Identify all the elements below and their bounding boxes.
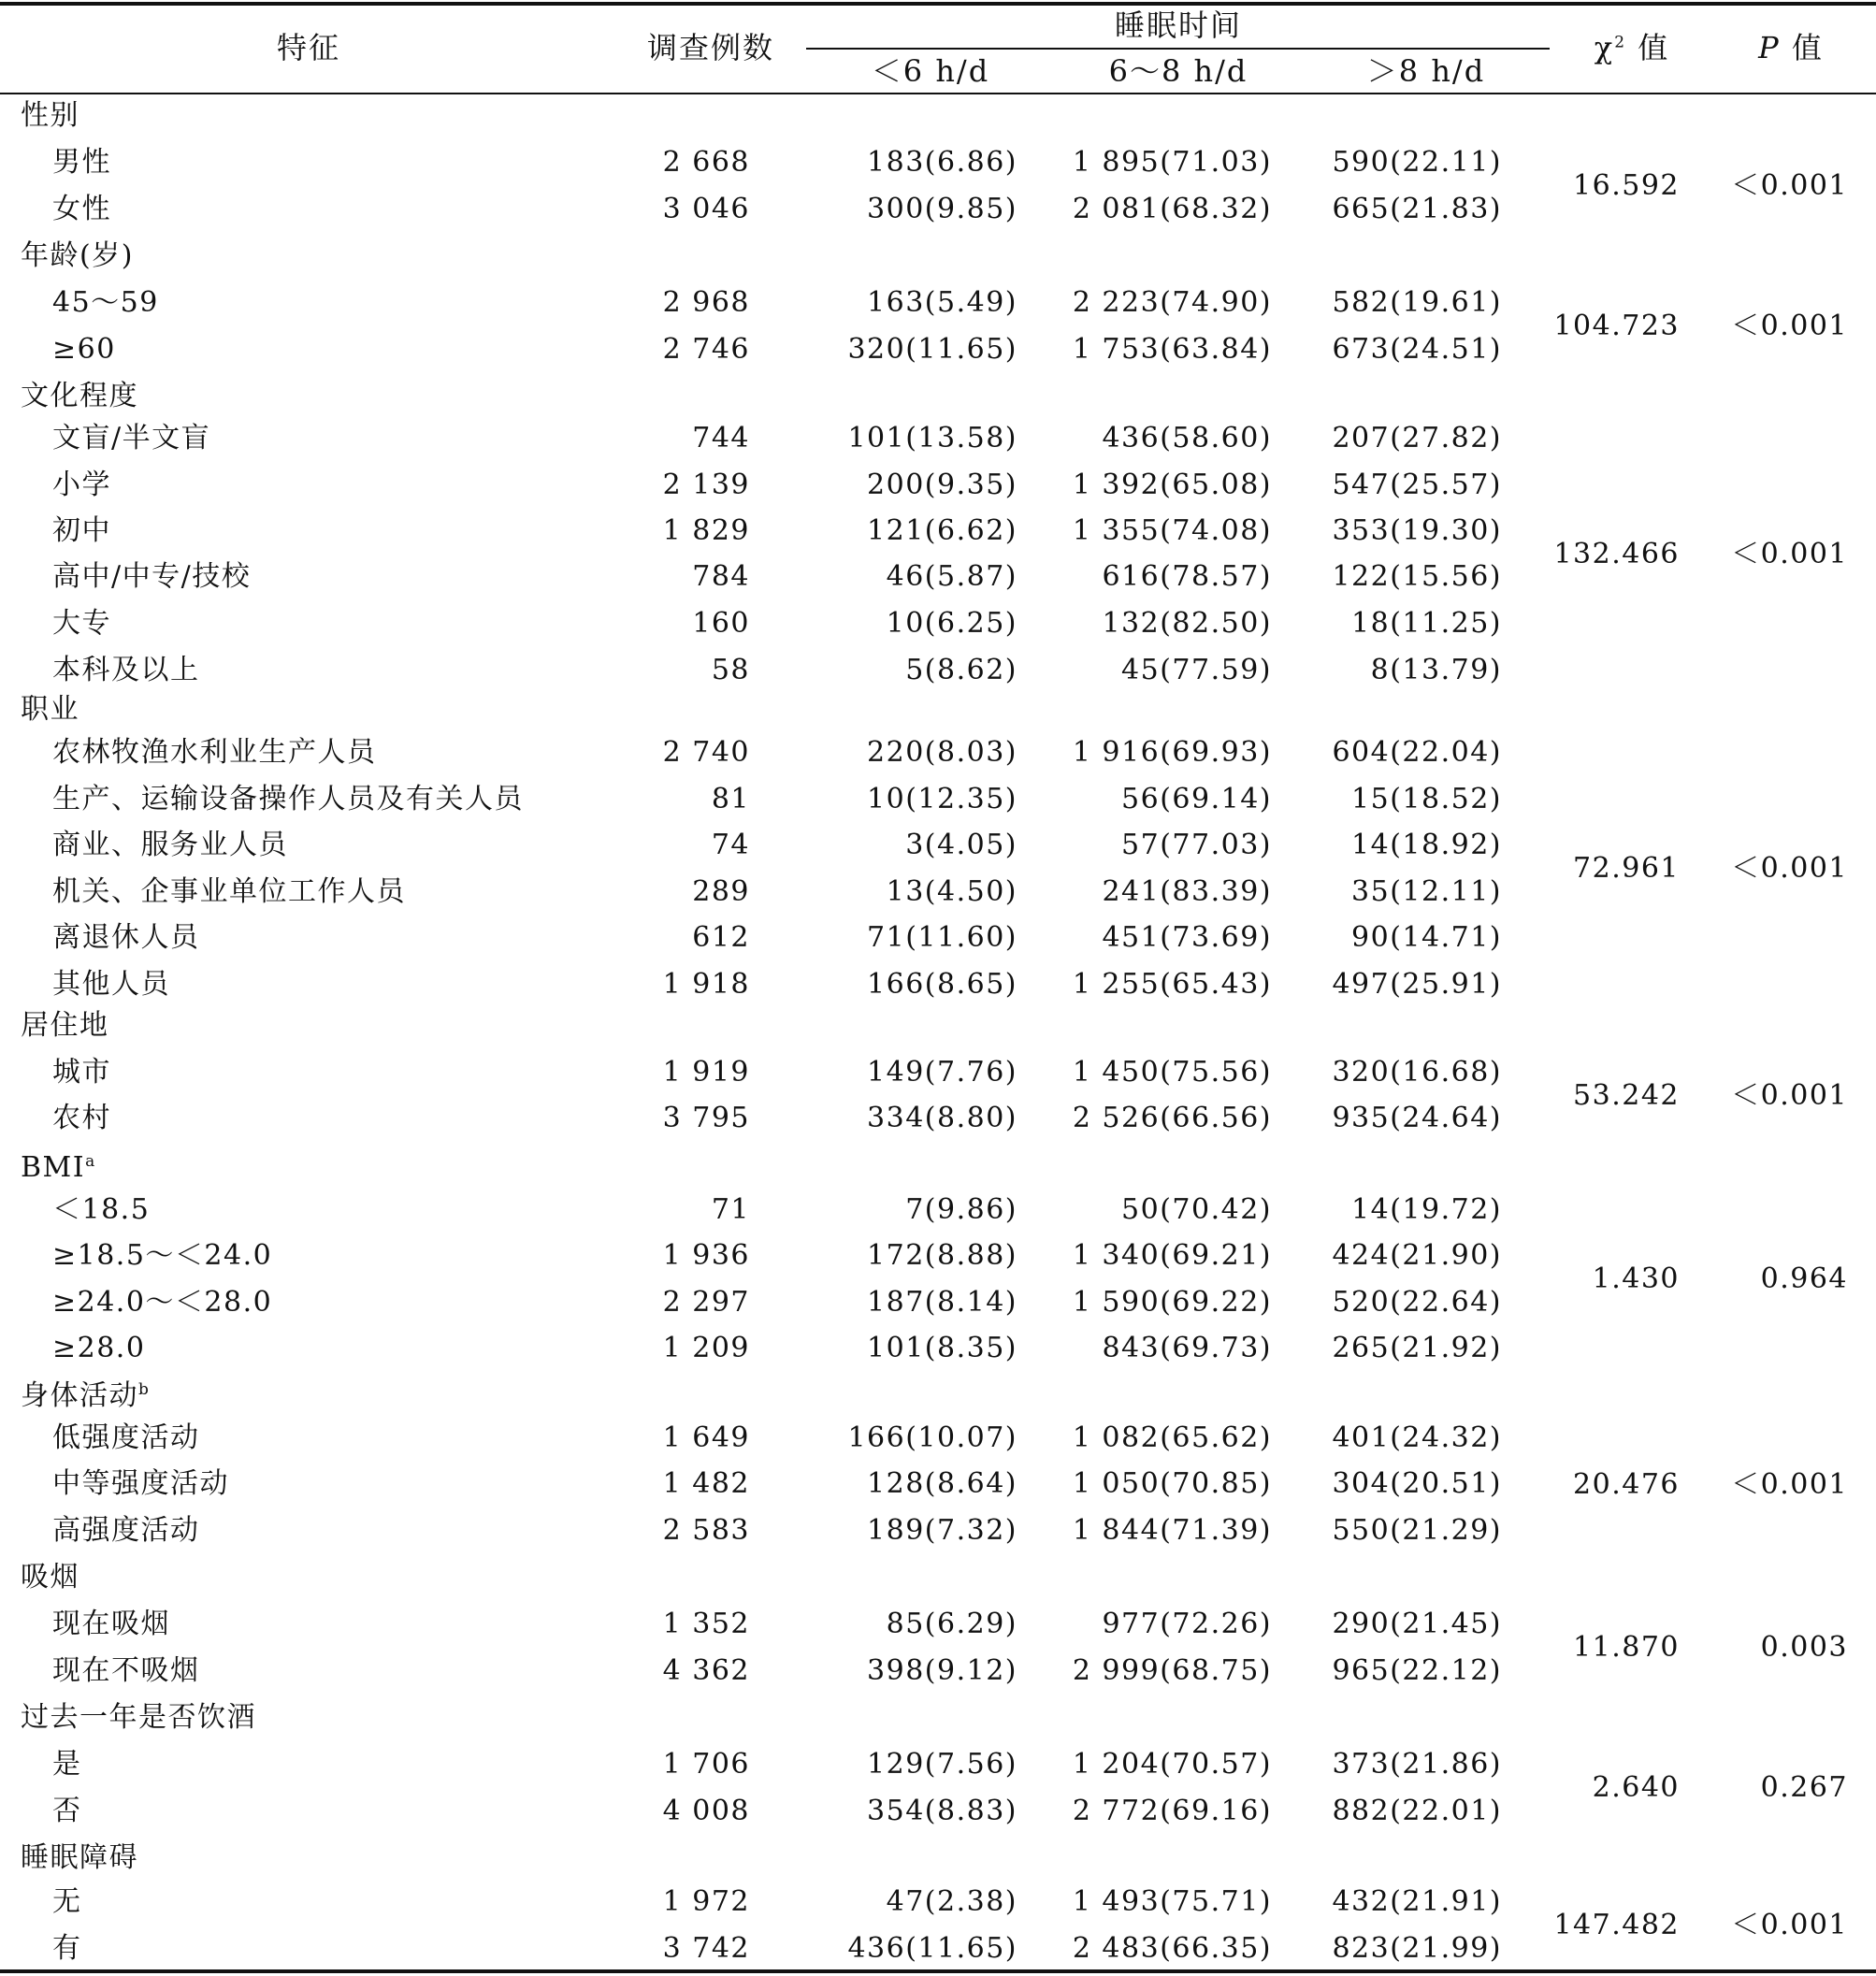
cell-cases: 1 706 bbox=[662, 1748, 750, 1781]
cell-sleep-lt6: 47(2.38) bbox=[886, 1885, 1017, 1918]
cell-sleep-6to8: 1 493(75.71) bbox=[1072, 1885, 1272, 1918]
row-label: 现在不吸烟 bbox=[52, 1654, 200, 1687]
row-label: 农村 bbox=[52, 1102, 111, 1134]
header-subgroup-rule bbox=[806, 48, 1550, 50]
cell-sleep-gt8: 14(19.72) bbox=[1351, 1193, 1502, 1226]
cell-chi-square: 147.482 bbox=[1553, 1909, 1680, 1941]
cell-chi-square: 11.870 bbox=[1573, 1631, 1680, 1664]
cell-sleep-6to8: 1 450(75.56) bbox=[1072, 1056, 1272, 1089]
cell-sleep-lt6: 354(8.83) bbox=[867, 1795, 1017, 1827]
cell-cases: 3 795 bbox=[662, 1102, 750, 1134]
cell-chi-square: 1.430 bbox=[1592, 1262, 1680, 1295]
cell-p-value: ＜0.001 bbox=[1731, 169, 1848, 202]
cell-chi-square: 2.640 bbox=[1592, 1771, 1680, 1804]
cell-cases: 74 bbox=[711, 829, 750, 861]
row-label: 商业、服务业人员 bbox=[52, 829, 288, 861]
group-label: 职业 bbox=[21, 693, 79, 726]
cell-sleep-6to8: 1 753(63.84) bbox=[1072, 333, 1272, 366]
row-label: ≥24.0～＜28.0 bbox=[52, 1286, 273, 1319]
cell-chi-square: 20.476 bbox=[1573, 1467, 1680, 1501]
group-label: 文化程度 bbox=[21, 380, 138, 412]
cell-sleep-6to8: 977(72.26) bbox=[1102, 1608, 1272, 1640]
cell-p-value: ＜0.001 bbox=[1731, 852, 1848, 885]
cell-sleep-gt8: 207(27.82) bbox=[1332, 422, 1502, 454]
cell-sleep-6to8: 132(82.50) bbox=[1102, 607, 1272, 640]
row-label: ≥18.5～＜24.0 bbox=[52, 1239, 273, 1272]
cell-sleep-6to8: 616(78.57) bbox=[1102, 560, 1272, 593]
cell-sleep-lt6: 189(7.32) bbox=[867, 1514, 1017, 1547]
cell-sleep-gt8: 320(16.68) bbox=[1332, 1056, 1502, 1089]
header-p-value: P 值 bbox=[1758, 30, 1824, 65]
cell-sleep-gt8: 497(25.91) bbox=[1332, 968, 1502, 1001]
cell-cases: 1 972 bbox=[662, 1885, 750, 1918]
cell-sleep-lt6: 101(13.58) bbox=[847, 422, 1017, 454]
cell-sleep-gt8: 304(20.51) bbox=[1332, 1467, 1502, 1500]
cell-sleep-gt8: 373(21.86) bbox=[1332, 1748, 1502, 1781]
cell-sleep-6to8: 2 223(74.90) bbox=[1072, 286, 1272, 319]
cell-cases: 2 297 bbox=[662, 1286, 750, 1319]
cell-cases: 71 bbox=[711, 1193, 750, 1226]
cell-cases: 2 668 bbox=[662, 146, 750, 179]
cell-p-value: ＜0.001 bbox=[1731, 1078, 1848, 1112]
row-label: 是 bbox=[52, 1748, 82, 1781]
row-label: 女性 bbox=[52, 193, 111, 225]
cell-cases: 2 139 bbox=[662, 469, 750, 501]
cell-sleep-lt6: 166(10.07) bbox=[847, 1421, 1017, 1454]
cell-sleep-gt8: 882(22.01) bbox=[1332, 1795, 1502, 1827]
cell-sleep-6to8: 56(69.14) bbox=[1121, 783, 1272, 815]
row-label: 低强度活动 bbox=[52, 1421, 200, 1454]
cell-cases: 1 649 bbox=[662, 1421, 750, 1454]
row-label: 高中/中专/技校 bbox=[52, 560, 252, 593]
cell-sleep-lt6: 149(7.76) bbox=[867, 1056, 1017, 1089]
group-label: 身体活动$^b$ bbox=[21, 1379, 151, 1412]
cell-sleep-6to8: 1 355(74.08) bbox=[1072, 514, 1272, 547]
cell-chi-square: 16.592 bbox=[1573, 169, 1680, 202]
row-label: 机关、企事业单位工作人员 bbox=[52, 875, 406, 908]
cell-cases: 81 bbox=[711, 783, 750, 815]
row-label: 现在吸烟 bbox=[52, 1608, 170, 1640]
cell-p-value: 0.003 bbox=[1760, 1631, 1848, 1664]
cell-sleep-gt8: 424(21.90) bbox=[1332, 1239, 1502, 1272]
cell-sleep-6to8: 451(73.69) bbox=[1102, 921, 1272, 954]
cell-cases: 1 918 bbox=[662, 968, 750, 1001]
row-label: ≥28.0 bbox=[52, 1332, 146, 1364]
cell-sleep-gt8: 935(24.64) bbox=[1332, 1102, 1502, 1134]
header-feature: 特征 bbox=[276, 30, 340, 65]
cell-sleep-lt6: 13(4.50) bbox=[886, 875, 1017, 908]
cell-chi-square: 132.466 bbox=[1553, 538, 1680, 570]
cell-chi-square: 53.242 bbox=[1573, 1078, 1680, 1112]
cell-cases: 160 bbox=[692, 607, 750, 640]
cell-sleep-lt6: 172(8.88) bbox=[867, 1239, 1017, 1272]
row-label: 农林牧渔水利业生产人员 bbox=[52, 736, 377, 769]
row-label: 有 bbox=[52, 1932, 82, 1965]
header-sleep-lt6: ＜6 h/d bbox=[871, 53, 990, 89]
cell-sleep-6to8: 57(77.03) bbox=[1121, 829, 1272, 861]
cell-sleep-gt8: 18(11.25) bbox=[1351, 607, 1502, 640]
row-label: 高强度活动 bbox=[52, 1514, 200, 1547]
cell-cases: 1 482 bbox=[662, 1467, 750, 1500]
cell-cases: 1 829 bbox=[662, 514, 750, 547]
cell-sleep-6to8: 1 050(70.85) bbox=[1072, 1467, 1272, 1500]
row-label: 生产、运输设备操作人员及有关人员 bbox=[52, 783, 524, 815]
header-sleep-6to8: 6～8 h/d bbox=[1108, 53, 1248, 89]
cell-sleep-6to8: 2 483(66.35) bbox=[1072, 1932, 1272, 1965]
row-label: 45～59 bbox=[52, 286, 159, 319]
row-label: 其他人员 bbox=[52, 968, 170, 1001]
cell-sleep-gt8: 401(24.32) bbox=[1332, 1421, 1502, 1454]
table-top-rule bbox=[0, 2, 1876, 6]
cell-cases: 2 740 bbox=[662, 736, 750, 769]
cell-p-value: ＜0.001 bbox=[1731, 538, 1848, 570]
cell-sleep-lt6: 334(8.80) bbox=[867, 1102, 1017, 1134]
cell-sleep-6to8: 45(77.59) bbox=[1121, 654, 1272, 686]
cell-cases: 1 936 bbox=[662, 1239, 750, 1272]
cell-sleep-gt8: 290(21.45) bbox=[1332, 1608, 1502, 1640]
row-label: 离退休人员 bbox=[52, 921, 200, 954]
cell-sleep-gt8: 823(21.99) bbox=[1332, 1932, 1502, 1965]
header-sleep-group: 睡眠时间 bbox=[1114, 7, 1242, 43]
cell-sleep-lt6: 300(9.85) bbox=[867, 193, 1017, 225]
cell-sleep-lt6: 121(6.62) bbox=[867, 514, 1017, 547]
row-label: 否 bbox=[52, 1795, 82, 1827]
row-label: 城市 bbox=[52, 1056, 111, 1089]
group-label: BMI$^a$ bbox=[21, 1151, 96, 1184]
cell-sleep-6to8: 2 999(68.75) bbox=[1072, 1654, 1272, 1687]
cell-sleep-gt8: 353(19.30) bbox=[1332, 514, 1502, 547]
cell-sleep-gt8: 122(15.56) bbox=[1332, 560, 1502, 593]
cell-cases: 4 362 bbox=[662, 1654, 750, 1687]
cell-sleep-lt6: 129(7.56) bbox=[867, 1748, 1017, 1781]
cell-sleep-gt8: 604(22.04) bbox=[1332, 736, 1502, 769]
cell-sleep-gt8: 590(22.11) bbox=[1332, 146, 1502, 179]
header-chi-square: $\chi^2$ 值 bbox=[1594, 30, 1670, 65]
cell-sleep-gt8: 665(21.83) bbox=[1332, 193, 1502, 225]
cell-sleep-gt8: 265(21.92) bbox=[1332, 1332, 1502, 1364]
row-label: 中等强度活动 bbox=[52, 1467, 229, 1500]
cell-cases: 2 746 bbox=[662, 333, 750, 366]
cell-p-value: ＜0.001 bbox=[1731, 1909, 1848, 1941]
row-label: ＜18.5 bbox=[52, 1193, 151, 1226]
cell-sleep-lt6: 71(11.60) bbox=[867, 921, 1017, 954]
cell-sleep-6to8: 2 526(66.56) bbox=[1072, 1102, 1272, 1134]
cell-sleep-lt6: 398(9.12) bbox=[867, 1654, 1017, 1687]
cell-cases: 2 583 bbox=[662, 1514, 750, 1547]
cell-sleep-6to8: 436(58.60) bbox=[1102, 422, 1272, 454]
cell-sleep-lt6: 10(12.35) bbox=[867, 783, 1017, 815]
row-label: 大专 bbox=[52, 607, 111, 640]
cell-sleep-6to8: 1 204(70.57) bbox=[1072, 1748, 1272, 1781]
cell-sleep-lt6: 128(8.64) bbox=[867, 1467, 1017, 1500]
row-label: 本科及以上 bbox=[52, 654, 200, 686]
cell-sleep-6to8: 1 844(71.39) bbox=[1072, 1514, 1272, 1547]
cell-p-value: ＜0.001 bbox=[1731, 1467, 1848, 1501]
cell-sleep-gt8: 673(24.51) bbox=[1332, 333, 1502, 366]
cell-sleep-6to8: 1 340(69.21) bbox=[1072, 1239, 1272, 1272]
cell-chi-square: 72.961 bbox=[1573, 852, 1680, 885]
cell-sleep-gt8: 432(21.91) bbox=[1332, 1885, 1502, 1918]
table-bottom-rule bbox=[0, 1969, 1876, 1973]
group-label: 年龄(岁) bbox=[21, 239, 134, 272]
cell-sleep-lt6: 10(6.25) bbox=[886, 607, 1017, 640]
cell-sleep-gt8: 90(14.71) bbox=[1351, 921, 1502, 954]
cell-sleep-lt6: 7(9.86) bbox=[905, 1193, 1017, 1226]
cell-sleep-lt6: 3(4.05) bbox=[905, 829, 1017, 861]
header-cases: 调查例数 bbox=[646, 30, 774, 65]
cell-sleep-gt8: 547(25.57) bbox=[1332, 469, 1502, 501]
cell-cases: 1 919 bbox=[662, 1056, 750, 1089]
cell-sleep-gt8: 15(18.52) bbox=[1351, 783, 1502, 815]
cell-sleep-lt6: 320(11.65) bbox=[847, 333, 1017, 366]
cell-chi-square: 104.723 bbox=[1553, 310, 1680, 342]
cell-sleep-lt6: 5(8.62) bbox=[905, 654, 1017, 686]
cell-sleep-lt6: 220(8.03) bbox=[867, 736, 1017, 769]
cell-sleep-6to8: 1 082(65.62) bbox=[1072, 1421, 1272, 1454]
row-label: 文盲/半文盲 bbox=[52, 422, 211, 454]
row-label: 无 bbox=[52, 1885, 82, 1918]
cell-sleep-lt6: 163(5.49) bbox=[867, 286, 1017, 319]
cell-sleep-6to8: 241(83.39) bbox=[1102, 875, 1272, 908]
cell-sleep-lt6: 46(5.87) bbox=[886, 560, 1017, 593]
cell-sleep-gt8: 582(19.61) bbox=[1332, 286, 1502, 319]
cell-cases: 289 bbox=[692, 875, 750, 908]
row-label: 初中 bbox=[52, 514, 111, 547]
header-sleep-gt8: ＞8 h/d bbox=[1366, 53, 1486, 89]
cell-cases: 1 352 bbox=[662, 1608, 750, 1640]
cell-sleep-lt6: 101(8.35) bbox=[867, 1332, 1017, 1364]
cell-sleep-6to8: 1 590(69.22) bbox=[1072, 1286, 1272, 1319]
cell-cases: 58 bbox=[711, 654, 750, 686]
cell-sleep-gt8: 8(13.79) bbox=[1370, 654, 1502, 686]
cell-sleep-6to8: 843(69.73) bbox=[1102, 1332, 1272, 1364]
cell-sleep-6to8: 1 392(65.08) bbox=[1072, 469, 1272, 501]
group-label: 性别 bbox=[21, 99, 79, 132]
cell-sleep-6to8: 1 895(71.03) bbox=[1072, 146, 1272, 179]
cell-sleep-lt6: 85(6.29) bbox=[886, 1608, 1017, 1640]
group-label: 吸烟 bbox=[21, 1561, 79, 1594]
cell-sleep-gt8: 520(22.64) bbox=[1332, 1286, 1502, 1319]
cell-sleep-gt8: 550(21.29) bbox=[1332, 1514, 1502, 1547]
cell-sleep-6to8: 2 081(68.32) bbox=[1072, 193, 1272, 225]
cell-sleep-gt8: 14(18.92) bbox=[1351, 829, 1502, 861]
row-label: 男性 bbox=[52, 146, 111, 179]
cell-sleep-lt6: 166(8.65) bbox=[867, 968, 1017, 1001]
cell-sleep-6to8: 2 772(69.16) bbox=[1072, 1795, 1272, 1827]
cell-sleep-6to8: 1 916(69.93) bbox=[1072, 736, 1272, 769]
cell-p-value: ＜0.001 bbox=[1731, 310, 1848, 342]
cell-sleep-6to8: 1 255(65.43) bbox=[1072, 968, 1272, 1001]
group-label: 居住地 bbox=[21, 1009, 109, 1042]
cell-p-value: 0.267 bbox=[1760, 1771, 1848, 1804]
cell-sleep-gt8: 35(12.11) bbox=[1351, 875, 1502, 908]
cell-cases: 612 bbox=[692, 921, 750, 954]
header-bottom-rule bbox=[0, 93, 1876, 94]
cell-cases: 3 742 bbox=[662, 1932, 750, 1965]
cell-sleep-gt8: 965(22.12) bbox=[1332, 1654, 1502, 1687]
cell-cases: 4 008 bbox=[662, 1795, 750, 1827]
group-label: 睡眠障碍 bbox=[21, 1841, 138, 1874]
group-label: 过去一年是否饮酒 bbox=[21, 1701, 256, 1734]
cell-sleep-lt6: 187(8.14) bbox=[867, 1286, 1017, 1319]
cell-sleep-lt6: 200(9.35) bbox=[867, 469, 1017, 501]
cell-cases: 784 bbox=[692, 560, 750, 593]
cell-p-value: 0.964 bbox=[1760, 1262, 1848, 1295]
cell-sleep-6to8: 50(70.42) bbox=[1121, 1193, 1272, 1226]
cell-sleep-lt6: 436(11.65) bbox=[847, 1932, 1017, 1965]
cell-cases: 744 bbox=[692, 422, 750, 454]
row-label: 小学 bbox=[52, 469, 111, 501]
cell-cases: 2 968 bbox=[662, 286, 750, 319]
cell-cases: 1 209 bbox=[662, 1332, 750, 1364]
row-label: ≥60 bbox=[52, 333, 116, 366]
cell-sleep-lt6: 183(6.86) bbox=[867, 146, 1017, 179]
cell-cases: 3 046 bbox=[662, 193, 750, 225]
